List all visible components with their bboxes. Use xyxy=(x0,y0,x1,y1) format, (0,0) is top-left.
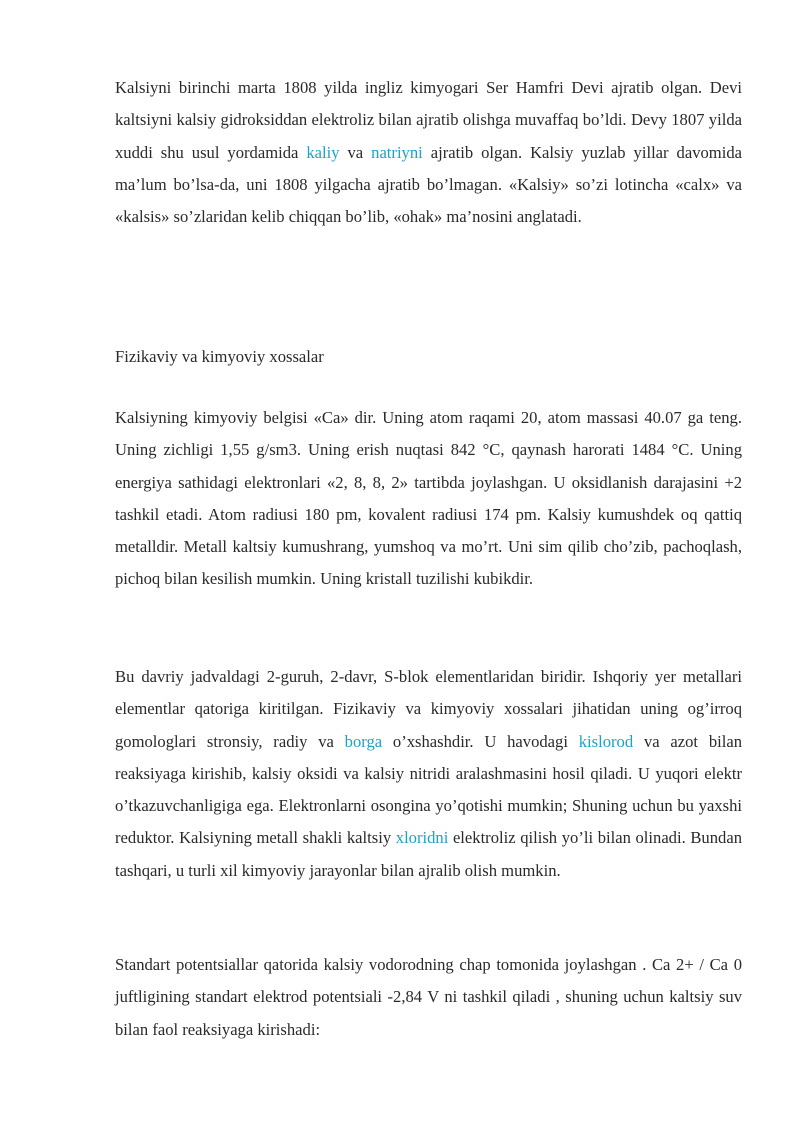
link-xloridni[interactable]: xloridni xyxy=(395,828,449,848)
paragraph-electrode-potential: Standart potentsiallar qatorida kalsiy vodorodning chap tomonida joylashgan . Ca 2+ / Ca 0 juftligining standart elektrod potentsiali -2,84 V ni tashkil qiladi , shuning uchun kaltsiy suv bilan faol reaksiyaga kirishadi: xyxy=(115,955,742,1039)
paragraph-text: va azot bilan reaksiyaga kirishib, kalsiy oksidi va kalsiy nitridi aralashmasini hosil qiladi. U yuqori elektr o’tkazuvchanligiga ega. Elektronlarni osongina yo’qotishi mumkin; Shuning uchun bu yaxshi reduktor. Kalsiyning metall shakli kaltsiy xyxy=(115,731,742,848)
paragraph-text: ajratib olgan. Kalsiy yuzlab yillar davomida ma’lum bo’lsa-da, uni 1808 yilgacha ajratib bo’lmagan. «Kalsiy» so’zi lotincha «calx» va «kalsis» so’zlaridan kelib chiqqan bo’lib, «ohak» ma’nosini anglatadi. xyxy=(115,142,742,227)
paragraph-history xyxy=(115,72,742,233)
paragraph-text: va xyxy=(339,142,372,162)
paragraph-text: Bu davriy jadvaldagi 2-guruh, 2-davr, S-blok elementlaridan biridir. Ishqoriy yer metallari elementlar qatoriga kiritilgan. Fizikaviy va kimyoviy xossalari jihatidan uning og’irroq gomologlari stronsiy, radiy va xyxy=(115,667,742,751)
link-kislorod[interactable]: kislorod xyxy=(578,731,634,751)
link-natriyni[interactable]: natriyni xyxy=(371,142,423,162)
section-heading: Fizikaviy va kimyoviy xossalar xyxy=(115,347,324,366)
paragraph-periodic-table xyxy=(115,661,742,887)
paragraph-properties: Kalsiyning kimyoviy belgisi «Ca» dir. Uning atom raqami 20, atom massasi 40.07 ga teng. Uning zichligi 1,55 g/sm3. Uning erish nuqtasi 842 °C, qaynash harorati 1484 °C. Uning energiya sathidagi elektronlari «2, 8, 8, 2» tartibda joylashgan. U oksidlanish darajasini +2 tashkil etadi. Atom radiusi 180 pm, kovalent radiusi 174 pm. Kalsiy kumushdek oq qattiq metalldir. Metall kaltsiy kumushrang, yumshoq va mo’rt. Uni sim qilib cho’zib, pachoqlash, pichoq bilan kesilish mumkin. Uning kristall tuzilishi kubikdir. xyxy=(115,408,742,589)
link-borga[interactable]: borga xyxy=(344,731,383,751)
link-kaliy[interactable]: kaliy xyxy=(306,142,340,162)
paragraph-text: o’xshashdir. U havodagi xyxy=(382,731,579,751)
paragraph-text: elektroliz qilish yo’li bilan olinadi. Bundan tashqari, u turli xil kimyoviy jarayonlar bilan ajralib olish mumkin. xyxy=(115,828,742,880)
paragraph-text: Kalsiyni birinchi marta 1808 yilda ingliz kimyogari Ser Hamfri Devi ajratib olgan. Devi kaltsiyni kalsiy gidroksiddan elektroliz bilan ajratib olishga muvaffaq bo’ldi. Devy 1807 yilda xuddi shu usul yordamida xyxy=(115,78,742,162)
